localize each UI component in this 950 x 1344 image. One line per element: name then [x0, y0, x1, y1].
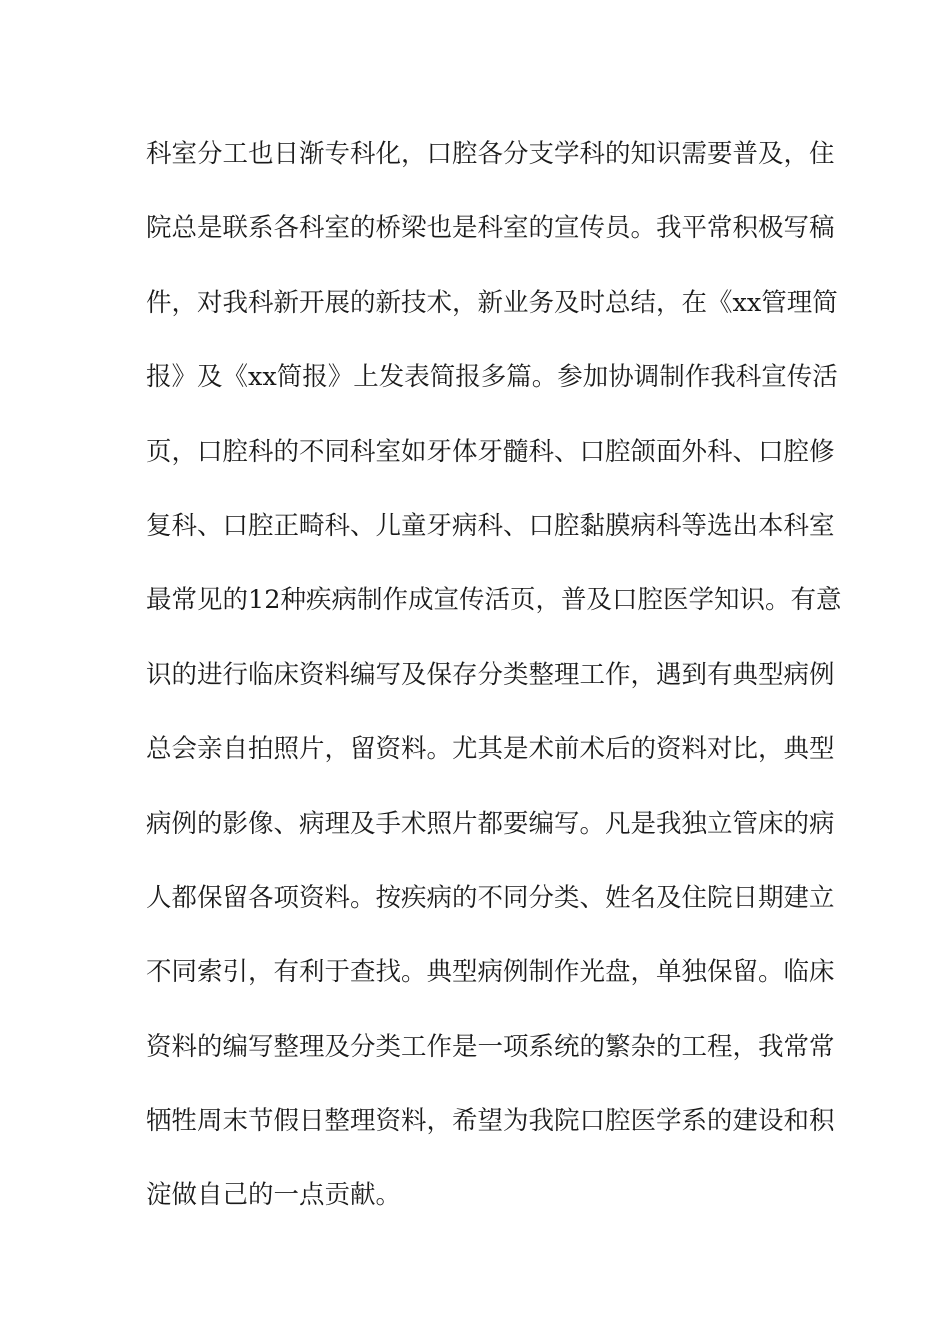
paragraph-line: 最常见的12种疾病制作成宣传活页，普及口腔医学知识。有意	[146, 585, 842, 616]
paragraph-line: 件，对我科新开展的新技术，新业务及时总结，在《xx管理简	[146, 287, 838, 318]
paragraph-line: 总会亲自拍照片，留资料。尤其是术前术后的资料对比，典型	[146, 734, 835, 765]
paragraph-line: 不同索引，有利于查找。典型病例制作光盘，单独保留。临床	[146, 957, 835, 988]
paragraph-line: 报》及《xx简报》上发表简报多篇。参加协调制作我科宣传活	[146, 362, 838, 393]
paragraph-line: 院总是联系各科室的桥梁也是科室的宣传员。我平常积极写稿	[146, 213, 835, 244]
paragraph-line: 病例的影像、病理及手术照片都要编写。凡是我独立管床的病	[146, 808, 835, 839]
paragraph-line: 识的进行临床资料编写及保存分类整理工作，遇到有典型病例	[146, 659, 835, 690]
paragraph-line: 复科、口腔正畸科、儿童牙病科、口腔黏膜病科等选出本科室	[146, 510, 835, 541]
body-paragraph	[146, 129, 842, 1245]
paragraph-line: 科室分工也日渐专科化，口腔各分支学科的知识需要普及，住	[146, 139, 835, 169]
paragraph-line: 淀做自己的一点贡献。	[146, 1180, 402, 1211]
paragraph-line: 资料的编写整理及分类工作是一项系统的繁杂的工程，我常常	[146, 1031, 835, 1062]
paragraph-line: 人都保留各项资料。按疾病的不同分类、姓名及住院日期建立	[146, 882, 835, 913]
paragraph-line: 页，口腔科的不同科室如牙体牙髓科、口腔颌面外科、口腔修	[146, 436, 835, 467]
paragraph-line: 牺牲周末节假日整理资料，希望为我院口腔医学系的建设和积	[146, 1106, 835, 1137]
